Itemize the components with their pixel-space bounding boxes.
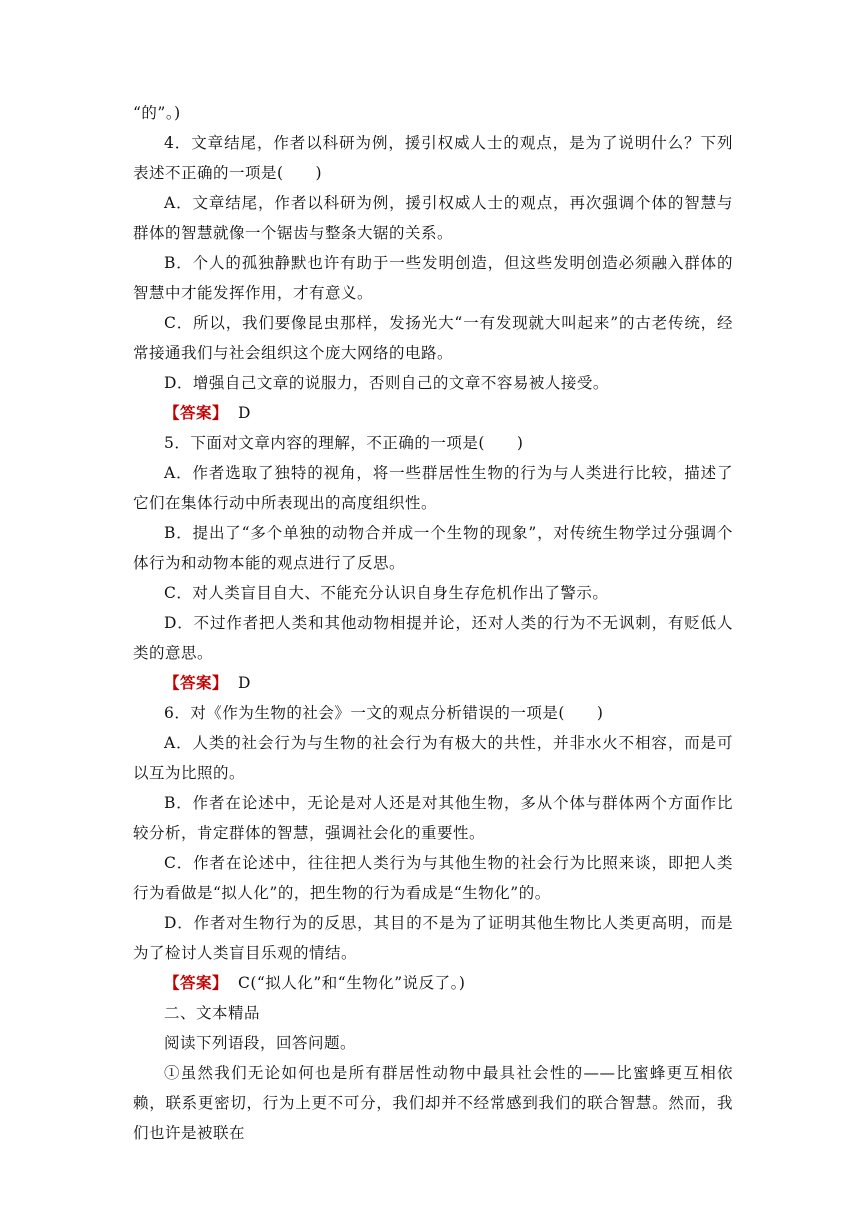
continuation-line: “的”。) bbox=[133, 104, 181, 122]
answer-tag: 【答案】 bbox=[164, 403, 229, 422]
question-4-option-d: D．增强自己文章的说服力，否则自己的文章不容易被人接受。 bbox=[164, 374, 609, 392]
question-4-option-b: B．个人的孤独静默也许有助于一些发明创造，但这些发明创造必须融入群体的智慧中才能发挥作用，才有意义。 bbox=[133, 254, 733, 302]
question-5: 5．下面对文章内容的理解，不正确的一项是( ) bbox=[164, 434, 524, 452]
question-5-option-c: C．对人类盲目自大、不能充分认识自身生存危机作出了警示。 bbox=[164, 584, 609, 602]
question-5-option-b: B．提出了“多个单独的动物合并成一个生物的现象”，对传统生物学过分强调个体行为和动物本能的观点进行了反思。 bbox=[133, 524, 733, 572]
document-body bbox=[133, 98, 733, 1148]
question-6-option-a: A．人类的社会行为与生物的社会行为有极大的共性，并非水火不相容，而是可以互为比照的。 bbox=[133, 734, 733, 782]
question-4: 4．文章结尾，作者以科研为例，援引权威人士的观点，是为了说明什么？下列表述不正确的一项是( ) bbox=[133, 134, 733, 182]
question-6-option-c: C．作者在论述中，往往把人类行为与其他生物的社会行为比照来谈，即把人类行为看做是“拟人化”的，把生物的行为看成是“生物化”的。 bbox=[133, 854, 733, 902]
answer-5 bbox=[133, 668, 733, 698]
answer-6 bbox=[133, 968, 733, 998]
question-6-option-d: D．作者对生物行为的反思，其目的不是为了证明其他生物比人类更高明，而是为了检讨人类盲目乐观的情结。 bbox=[133, 914, 733, 962]
question-4-option-a: A．文章结尾，作者以科研为例，援引权威人士的观点，再次强调个体的智慧与群体的智慧就像一个锯齿与整条大锯的关系。 bbox=[133, 194, 733, 242]
question-6-option-b: B．作者在论述中，无论是对人还是对其他生物，多从个体与群体两个方面作比较分析，肯定群体的智慧，强调社会化的重要性。 bbox=[133, 794, 733, 842]
reading-instruction: 阅读下列语段，回答问题。 bbox=[164, 1034, 357, 1052]
answer-4 bbox=[133, 398, 733, 428]
section-heading: 二、文本精品 bbox=[164, 1004, 261, 1022]
answer-text: D bbox=[238, 674, 251, 692]
question-5-option-d: D．不过作者把人类和其他动物相提并论，还对人类的行为不无讽刺，有贬低人类的意思。 bbox=[133, 614, 733, 662]
answer-text: D bbox=[238, 404, 251, 422]
question-5-option-a: A．作者选取了独特的视角，将一些群居性生物的行为与人类进行比较，描述了它们在集体行动中所表现出的高度组织性。 bbox=[133, 464, 733, 512]
answer-tag: 【答案】 bbox=[164, 673, 229, 692]
question-4-option-c: C．所以，我们要像昆虫那样，发扬光大“一有发现就大叫起来”的古老传统，经常接通我们与社会组织这个庞大网络的电路。 bbox=[133, 314, 733, 362]
passage-paragraph-1: ①虽然我们无论如何也是所有群居性动物中最具社会性的——比蜜蜂更互相依赖，联系更密切，行为上更不可分，我们却并不经常感到我们的联合智慧。然而，我们也许是被联在 bbox=[133, 1064, 733, 1142]
answer-tag: 【答案】 bbox=[164, 973, 229, 992]
question-6: 6．对《作为生物的社会》一文的观点分析错误的一项是( ) bbox=[164, 704, 604, 722]
answer-text: C(“拟人化”和“生物化”说反了。) bbox=[238, 974, 466, 992]
